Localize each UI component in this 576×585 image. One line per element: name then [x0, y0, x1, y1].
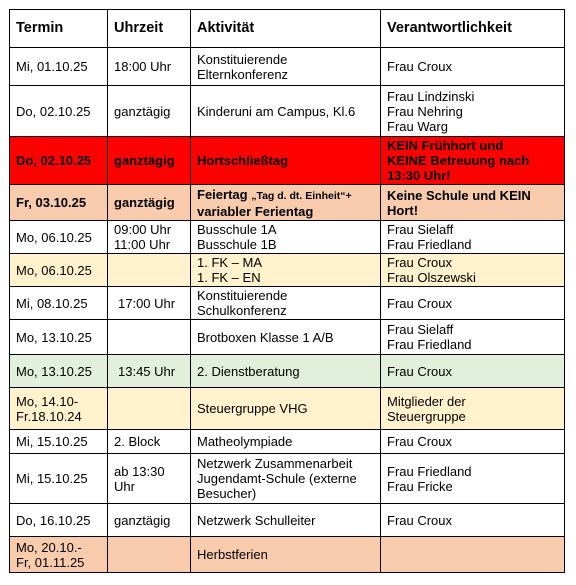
table-row-highlight: [10, 388, 565, 430]
termin-cell: Mo, 06.10.25: [10, 254, 108, 287]
aktivitaet-line: Busschule 1A: [197, 222, 277, 237]
table-row: [10, 48, 565, 86]
aktivitaet-cell: [191, 48, 381, 86]
person-line: Frau Friedland: [387, 463, 472, 479]
verantwortlich-cell: Frau Croux: [381, 287, 565, 320]
uhrzeit-cell: ganztägig: [108, 504, 191, 537]
aktivitaet-cell: Matheolympiade: [191, 430, 381, 454]
table-row: [10, 504, 565, 537]
aktivitaet-cell: Herbstferien: [191, 537, 381, 573]
notice-line: 13:30 Uhr!: [387, 168, 451, 183]
verantwortlich-cell: [381, 320, 565, 355]
termin-cell: Do, 02.10.25: [10, 137, 108, 185]
uhrzeit-cell: 13:45 Uhr: [108, 355, 191, 388]
termin-cell: Mo, 13.10.25: [10, 320, 108, 355]
header-aktivitaet: Aktivität: [191, 10, 381, 48]
notice-line: Keine Schule und KEIN: [387, 187, 531, 203]
termin-cell: Mi, 15.10.25: [10, 430, 108, 454]
aktivitaet-cell: [191, 221, 381, 254]
termin-cell: Mi, 15.10.25: [10, 454, 108, 504]
date-line: Fr.18.10.24: [16, 408, 82, 424]
uhrzeit-cell: 17:00 Uhr: [108, 287, 191, 320]
aktivitaet-line: Besucher): [197, 486, 257, 501]
uhrzeit-cell: 2. Block: [108, 430, 191, 454]
uhrzeit-cell: [108, 388, 191, 430]
feiertag-label: Feiertag: [197, 186, 252, 202]
uhrzeit-cell: [108, 254, 191, 287]
table-row: [10, 430, 565, 454]
uhrzeit-cell: ganztägig: [108, 185, 191, 221]
aktivitaet-line: Konstituierende: [197, 288, 288, 303]
notice-line: KEIN Frühhort und: [387, 138, 504, 153]
termin-cell: [10, 388, 108, 430]
notice-line: KEINE Betreuung nach: [387, 153, 530, 168]
aktivitaet-line: Jugendamt-Schule (externe: [197, 471, 357, 486]
person-line: Frau Croux: [387, 255, 453, 270]
notice-line: Hort!: [387, 202, 419, 218]
verantwortlich-cell: Frau Croux: [381, 504, 565, 537]
table-row: [10, 221, 565, 254]
aktivitaet-cell: Brotboxen Klasse 1 A/B: [191, 320, 381, 355]
termin-cell: Mi, 01.10.25: [10, 48, 108, 86]
termin-cell: Do, 02.10.25: [10, 86, 108, 137]
date-line: Fr, 01.11.25: [16, 554, 85, 570]
person-line: Frau Warg: [387, 118, 448, 134]
person-line: Frau Olszewski: [387, 270, 476, 285]
uhrzeit-cell: ganztägig: [108, 137, 191, 185]
time-line: 11:00 Uhr: [114, 237, 171, 252]
table-row: [10, 454, 565, 504]
termin-cell: [10, 537, 108, 573]
date-line: Mo, 20.10.-: [16, 539, 82, 555]
uhrzeit-cell: [108, 454, 191, 504]
aktivitaet-cell: [191, 254, 381, 287]
table-row: [10, 320, 565, 355]
aktivitaet-cell: Netzwerk Schulleiter: [191, 504, 381, 537]
verantwortlich-cell: [381, 86, 565, 137]
verantwortlich-cell: [381, 388, 565, 430]
aktivitaet-cell: Steuergruppe VHG: [191, 388, 381, 430]
aktivitaet-line: Schulkonferenz: [197, 303, 287, 318]
table-row-highlight: [10, 137, 565, 185]
schedule-table: [9, 9, 565, 573]
termin-cell: Mo, 13.10.25: [10, 355, 108, 388]
date-line: Mo, 14.10-: [16, 393, 79, 409]
header-verantwortlichkeit: Verantwortlichkeit: [381, 10, 565, 48]
verantwortlich-cell: [381, 137, 565, 185]
verantwortlich-cell: Frau Croux: [381, 48, 565, 86]
verantwortlich-cell: [381, 254, 565, 287]
uhrzeit-cell: 18:00 Uhr: [108, 48, 191, 86]
table-row-highlight: [10, 537, 565, 573]
aktivitaet-line: Busschule 1B: [197, 237, 277, 252]
aktivitaet-cell: [191, 287, 381, 320]
person-line: Steuergruppe: [387, 408, 466, 424]
verantwortlich-cell: Frau Croux: [381, 355, 565, 388]
aktivitaet-cell: 2. Dienstberatung: [191, 355, 381, 388]
person-line: Frau Sielaff: [387, 222, 454, 237]
person-line: Frau Lindzinski: [387, 88, 475, 104]
aktivitaet-line: 1. FK – EN: [197, 270, 261, 285]
aktivitaet-line: [197, 187, 374, 204]
verantwortlich-cell: Frau Croux: [381, 430, 565, 454]
table-row-highlight: [10, 355, 565, 388]
termin-cell: Do, 16.10.25: [10, 504, 108, 537]
table-row-highlight: [10, 254, 565, 287]
verantwortlich-cell: [381, 221, 565, 254]
aktivitaet-cell: Hortschließtag: [191, 137, 381, 185]
person-line: Frau Fricke: [387, 478, 453, 494]
termin-cell: Fr, 03.10.25: [10, 185, 108, 221]
aktivitaet-cell: Kinderuni am Campus, Kl.6: [191, 86, 381, 137]
verantwortlich-cell: [381, 537, 565, 573]
aktivitaet-cell: [191, 454, 381, 504]
termin-cell: Mi, 08.10.25: [10, 287, 108, 320]
person-line: Frau Friedland: [387, 237, 472, 252]
person-line: Mitglieder der: [387, 393, 466, 409]
person-line: Frau Sielaff: [387, 322, 454, 337]
person-line: Frau Friedland: [387, 337, 472, 352]
verantwortlich-cell: [381, 185, 565, 221]
table-row-highlight: [10, 185, 565, 221]
termin-cell: Mo, 06.10.25: [10, 221, 108, 254]
uhrzeit-cell: ganztägig: [108, 86, 191, 137]
aktivitaet-line: Konstituierende: [197, 51, 288, 67]
aktivitaet-line: Netzwerk Zusammenarbeit: [197, 456, 353, 471]
verantwortlich-cell: [381, 454, 565, 504]
aktivitaet-line: variabler Ferientag: [197, 203, 314, 219]
time-line: 09:00 Uhr: [114, 222, 172, 237]
uhrzeit-cell: [108, 221, 191, 254]
header-row: [10, 10, 565, 48]
uhrzeit-cell: [108, 320, 191, 355]
feiertag-detail: „Tag d. dt. Einheit“+: [251, 189, 352, 202]
aktivitaet-line: 1. FK – MA: [197, 255, 263, 270]
person-line: Frau Nehring: [387, 103, 463, 119]
aktivitaet-cell: [191, 185, 381, 221]
aktivitaet-line: Elternkonferenz: [197, 66, 289, 82]
table-row: [10, 287, 565, 320]
time-line: Uhr: [114, 478, 135, 494]
uhrzeit-cell: [108, 537, 191, 573]
time-line: ab 13:30: [114, 463, 165, 479]
header-termin: Termin: [10, 10, 108, 48]
table-row: [10, 86, 565, 137]
header-uhrzeit: Uhrzeit: [108, 10, 191, 48]
